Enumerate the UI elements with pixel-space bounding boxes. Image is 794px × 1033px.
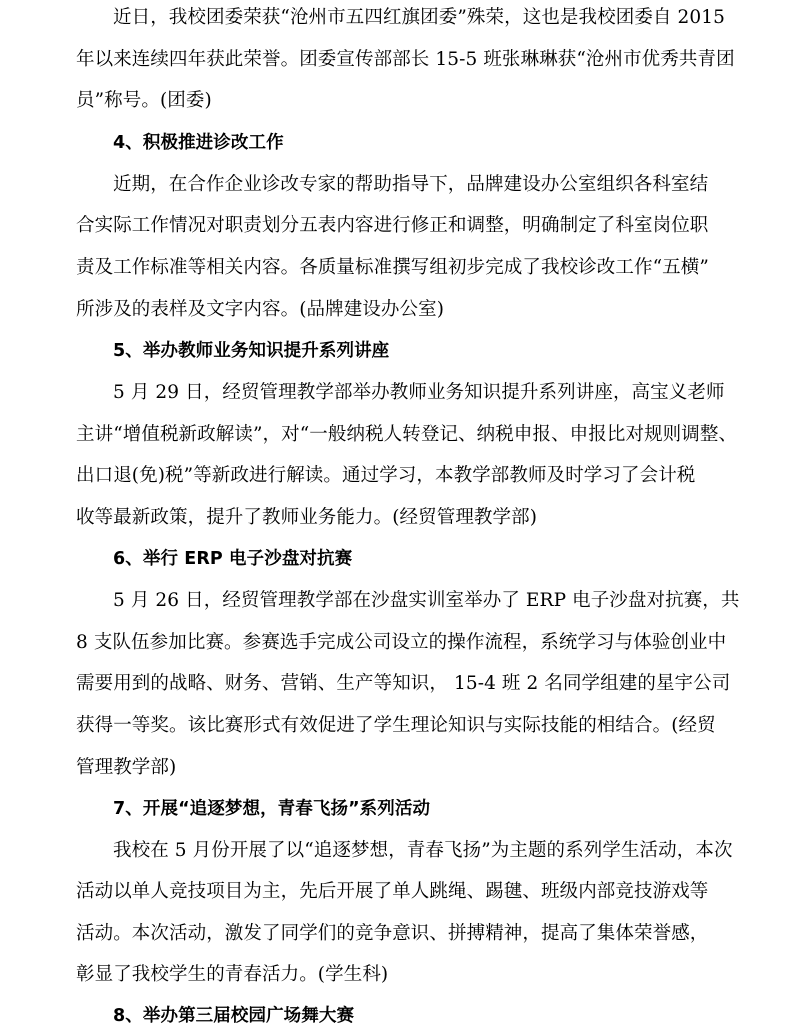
paragraph-line: 近日，我校团委荣获“沧州市五四红旗团委”殊荣，这也是我校团委自 2015 [113, 7, 725, 28]
paragraph-line: 彰显了我校学生的青春活力。(学生科) [76, 964, 389, 985]
paragraph-line: 员”称号。(团委) [76, 90, 212, 111]
section-heading: 8、举办第三届校园广场舞大赛 [113, 1006, 355, 1026]
paragraph-line: 管理教学部) [76, 757, 177, 778]
paragraph-line: 活动以单人竞技项目为主，先后开展了单人跳绳、踢毽、班级内部竞技游戏等 [76, 881, 709, 902]
section-heading: 5、举办教师业务知识提升系列讲座 [113, 341, 390, 361]
section-heading: 6、举行 ERP 电子沙盘对抗赛 [113, 549, 353, 569]
paragraph-line: 收等最新政策，提升了教师业务能力。(经贸管理教学部) [76, 507, 538, 528]
paragraph-line: 出口退(免)税”等新政进行解读。通过学习，本教学部教师及时学习了会计税 [76, 465, 696, 486]
paragraph-line: 5 月 26 日，经贸管理教学部在沙盘实训室举办了 ERP 电子沙盘对抗赛，共 [113, 590, 740, 611]
section-heading: 4、积极推进诊改工作 [113, 133, 284, 153]
paragraph-line: 需要用到的战略、财务、营销、生产等知识， 15-4 班 2 名同学组建的星宇公司 [76, 673, 731, 694]
paragraph-line: 5 月 29 日，经贸管理教学部举办教师业务知识提升系列讲座，高宝义老师 [113, 382, 725, 403]
paragraph-line: 近期，在合作企业诊改专家的帮助指导下，品牌建设办公室组织各科室结 [113, 174, 709, 195]
paragraph-line: 所涉及的表样及文字内容。(品牌建设办公室) [76, 299, 445, 320]
paragraph-line: 活动。本次活动，激发了同学们的竞争意识、拼搏精神，提高了集体荣誉感， [76, 923, 709, 944]
paragraph-line: 8 支队伍参加比赛。参赛选手完成公司设立的操作流程，系统学习与体验创业中 [76, 632, 727, 653]
paragraph-line: 责及工作标准等相关内容。各质量标准撰写组初步完成了我校诊改工作“五横” [76, 257, 709, 278]
paragraph-line: 获得一等奖。该比赛形式有效促进了学生理论知识与实际技能的相结合。(经贸 [76, 715, 716, 736]
paragraph-line: 主讲“增值税新政解读”，对“一般纳税人转登记、纳税申报、申报比对规则调整、 [76, 424, 738, 445]
paragraph-line: 我校在 5 月份开展了以“追逐梦想，青春飞扬”为主题的系列学生活动，本次 [113, 840, 733, 861]
paragraph-line: 年以来连续四年获此荣誉。团委宣传部部长 15-5 班张琳琳获“沧州市优秀共青团 [76, 49, 735, 70]
section-heading: 7、开展“追逐梦想，青春飞扬”系列活动 [113, 799, 431, 819]
paragraph-line: 合实际工作情况对职责划分五表内容进行修正和调整，明确制定了科室岗位职 [76, 215, 709, 236]
